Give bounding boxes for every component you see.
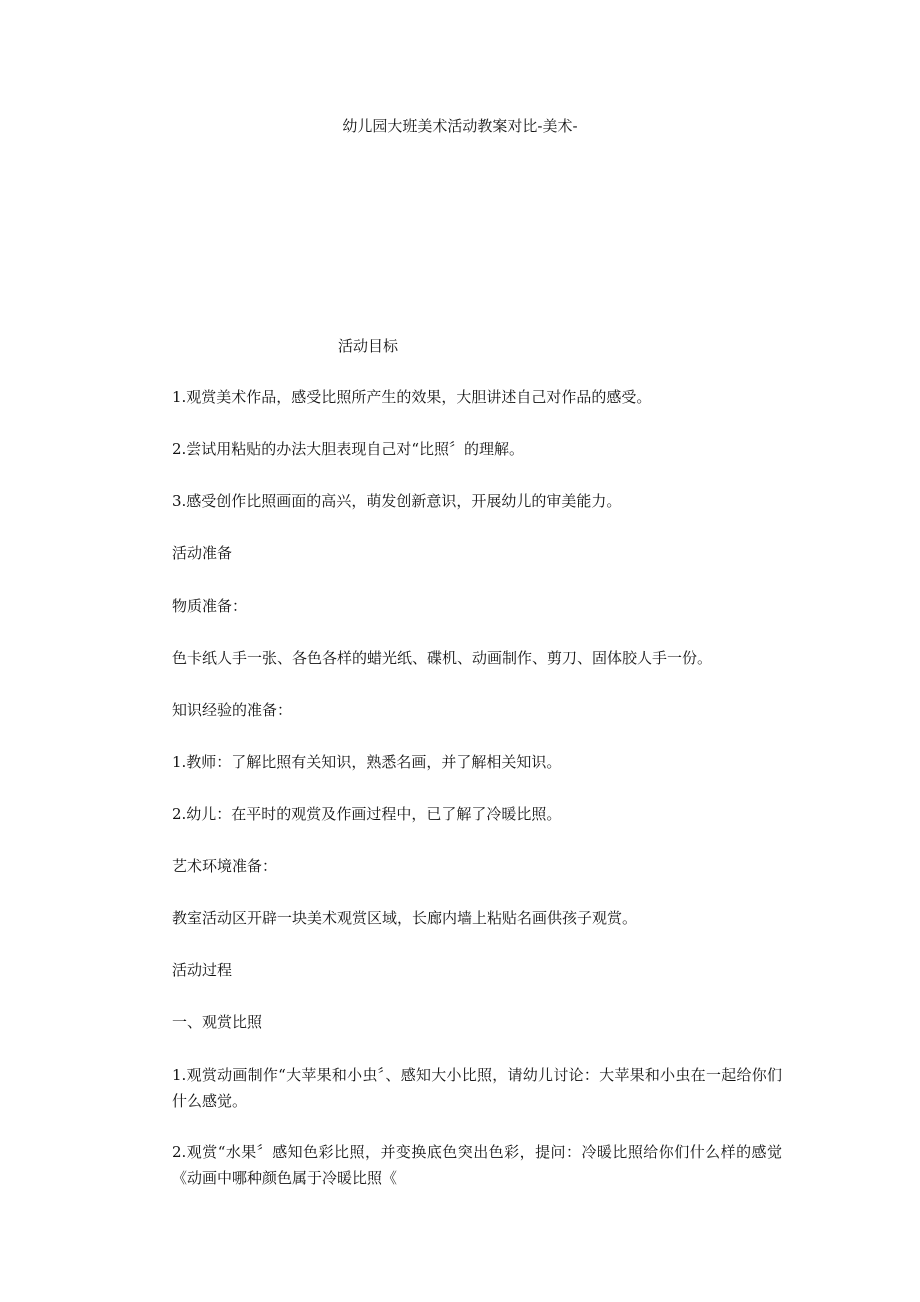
process-section-1: 一、观赏比照 [172, 1013, 263, 1031]
art-env-text: 教室活动区开辟一块美术观赏区域，长廊内墙上粘贴名画供孩子观赏。 [172, 909, 638, 927]
knowledge-item-1: 1.教师：了解比照有关知识，熟悉名画，并了解相关知识。 [172, 753, 562, 771]
goal-item-2: 2.尝试用粘贴的办法大胆表现自己对“比照〞的理解。 [172, 440, 524, 458]
process-heading: 活动过程 [172, 961, 233, 979]
process-item-1: 1.观赏动画制作“大苹果和小虫〞、感知大小比照，请幼儿讨论：大苹果和小虫在一起给你们什么感觉。 [172, 1066, 782, 1110]
material-text: 色卡纸人手一张、各色各样的蜡光纸、碟机、动画制作、剪刀、固体胶人手一份。 [172, 649, 713, 667]
art-env-heading: 艺术环境准备： [172, 857, 278, 875]
goal-item-3: 3.感受创作比照画面的高兴，萌发创新意识，开展幼儿的审美能力。 [172, 492, 622, 510]
document-title: 幼儿园大班美术活动教案对比-美术- [342, 117, 578, 135]
goal-item-1: 1.观赏美术作品，感受比照所产生的效果，大胆讲述自己对作品的感受。 [172, 388, 652, 406]
knowledge-heading: 知识经验的准备： [172, 701, 293, 719]
material-heading: 物质准备： [172, 597, 248, 615]
goals-heading: 活动目标 [338, 337, 399, 355]
process-item-2: 2.观赏“水果〞感知色彩比照，并变换底色突出色彩，提问：冷暖比照给你们什么样的感觉《动画中哪种颜色属于冷暖比照《 [172, 1143, 782, 1187]
knowledge-item-2: 2.幼儿：在平时的观赏及作画过程中，已了解了冷暖比照。 [172, 805, 562, 823]
prep-heading: 活动准备 [172, 544, 233, 562]
